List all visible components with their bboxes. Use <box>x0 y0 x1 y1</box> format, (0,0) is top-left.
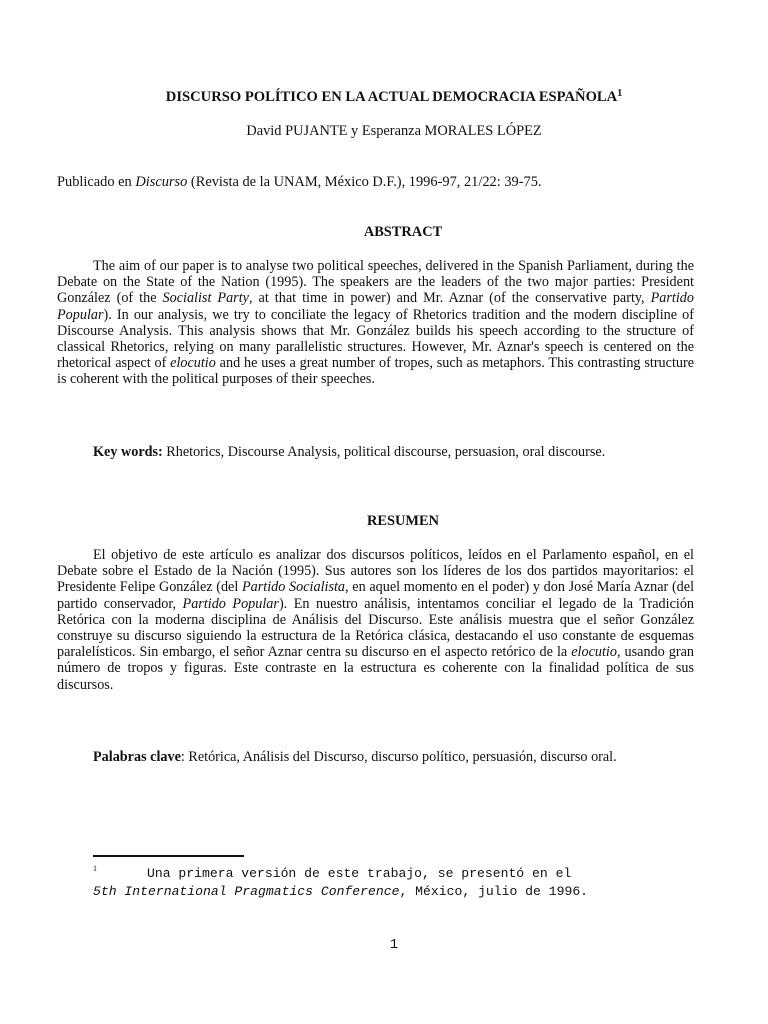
resumen-text-4: , usando gran número de tropos y figuras. Este contraste en la estructura es coherente con la finalidad política de sus discursos. <box>57 644 694 693</box>
footnote <box>93 860 713 900</box>
page-number: 1 <box>389 937 399 953</box>
resumen-text-1: El objetivo de este artículo es analizar dos discursos políticos, leídos en el Parlamento español, en el Debate sobre el Estado de la Nación (1995). Sus autores son los líderes de los dos partidos mayoritarios: el Presidente Felipe González (del <box>57 547 694 596</box>
palabras-clave-label: Palabras clave <box>93 749 181 765</box>
keywords-text: Rhetorics, Discourse Analysis, political discourse, persuasion, oral discourse. <box>162 444 606 460</box>
authors-line: David PUJANTE y Esperanza MORALES LÓPEZ <box>246 123 542 139</box>
footnote-conference: 5th International Pragmatics Conference <box>93 883 400 899</box>
footnote-mark: 1 <box>93 864 97 873</box>
footnote-divider <box>93 855 244 857</box>
publication-prefix: Publicado en <box>57 174 136 190</box>
footnote-text-1: Una primera versión de este trabajo, se presentó en el <box>147 866 572 881</box>
footnote-line-2 <box>93 883 713 901</box>
journal-name: Discurso <box>135 174 188 190</box>
resumen-emphasis-1: Partido Socialista <box>242 579 346 596</box>
keywords-line <box>93 444 713 461</box>
resumen-text-3: ). En nuestro análisis, intentamos conciliar el legado de la Tradición Retórica con la moderna disciplina de Análisis del Discurso. Este análisis muestra que el señor González construye su discurso siguiendo la estructura de la Retórica clásica, destacando el uso constante de esquemas paralelísticos. Sin embargo, el señor Aznar centra su discurso en el aspecto retórico de la <box>57 595 695 661</box>
resumen-emphasis-3: elocutio <box>571 644 617 661</box>
abstract-text-2: , at that time in power) and Mr. Aznar (of the conservative party, <box>248 290 651 307</box>
abstract-text-1: The aim of our paper is to analyse two political speeches, delivered in the Spanish Parliament, during the Debate on the State of the Nation (1995). The speakers are the leaders of the two major parties: President González (of the <box>57 258 694 307</box>
abstract-emphasis-1: Socialist Party <box>162 290 249 307</box>
resumen-text-2: , en aquel momento en el poder) y don José María Aznar (del partido conservador, <box>57 579 695 612</box>
publication-details: (Revista de la UNAM, México D.F.), 1996-97, 21/22: 39-75. <box>187 174 542 190</box>
abstract-heading: ABSTRACT <box>363 224 443 240</box>
palabras-clave-text: : Retórica, Análisis del Discurso, discurso político, persuasión, discurso oral. <box>180 749 617 765</box>
footnote-text-2: , México, julio de 1996. <box>399 883 589 899</box>
title-footnote-mark: 1 <box>617 88 623 99</box>
abstract-emphasis-3: elocutio <box>170 355 216 372</box>
abstract-emphasis-2: Partido Popular <box>57 290 694 323</box>
document-title <box>0 88 768 106</box>
abstract-paragraph <box>57 258 694 388</box>
resumen-heading: RESUMEN <box>367 513 439 529</box>
keywords-label: Key words: <box>93 444 163 460</box>
publication-info <box>57 174 717 191</box>
resumen-emphasis-2: Partido Popular <box>182 595 279 612</box>
title-text: DISCURSO POLÍTICO EN LA ACTUAL DEMOCRACIA ESPAÑOLA <box>165 89 618 105</box>
abstract-text-4: and he uses a great number of tropes, such as metaphors. This contrasting structure is coherent with the political purposes of their speeches. <box>57 355 695 388</box>
footnote-line-1 <box>93 860 713 883</box>
abstract-text-3: ). In our analysis, we try to conciliate the legacy of Rhetorics tradition and the modern discipline of Discourse Analysis. This analysis shows that Mr. González builds his speech according to the structure of classical Rhetorics, relying on many parallelistic structures. However, Mr. Aznar's speech is centered on the rhetorical aspect of <box>57 306 694 372</box>
palabras-clave-line <box>93 749 713 766</box>
resumen-paragraph <box>57 547 694 693</box>
